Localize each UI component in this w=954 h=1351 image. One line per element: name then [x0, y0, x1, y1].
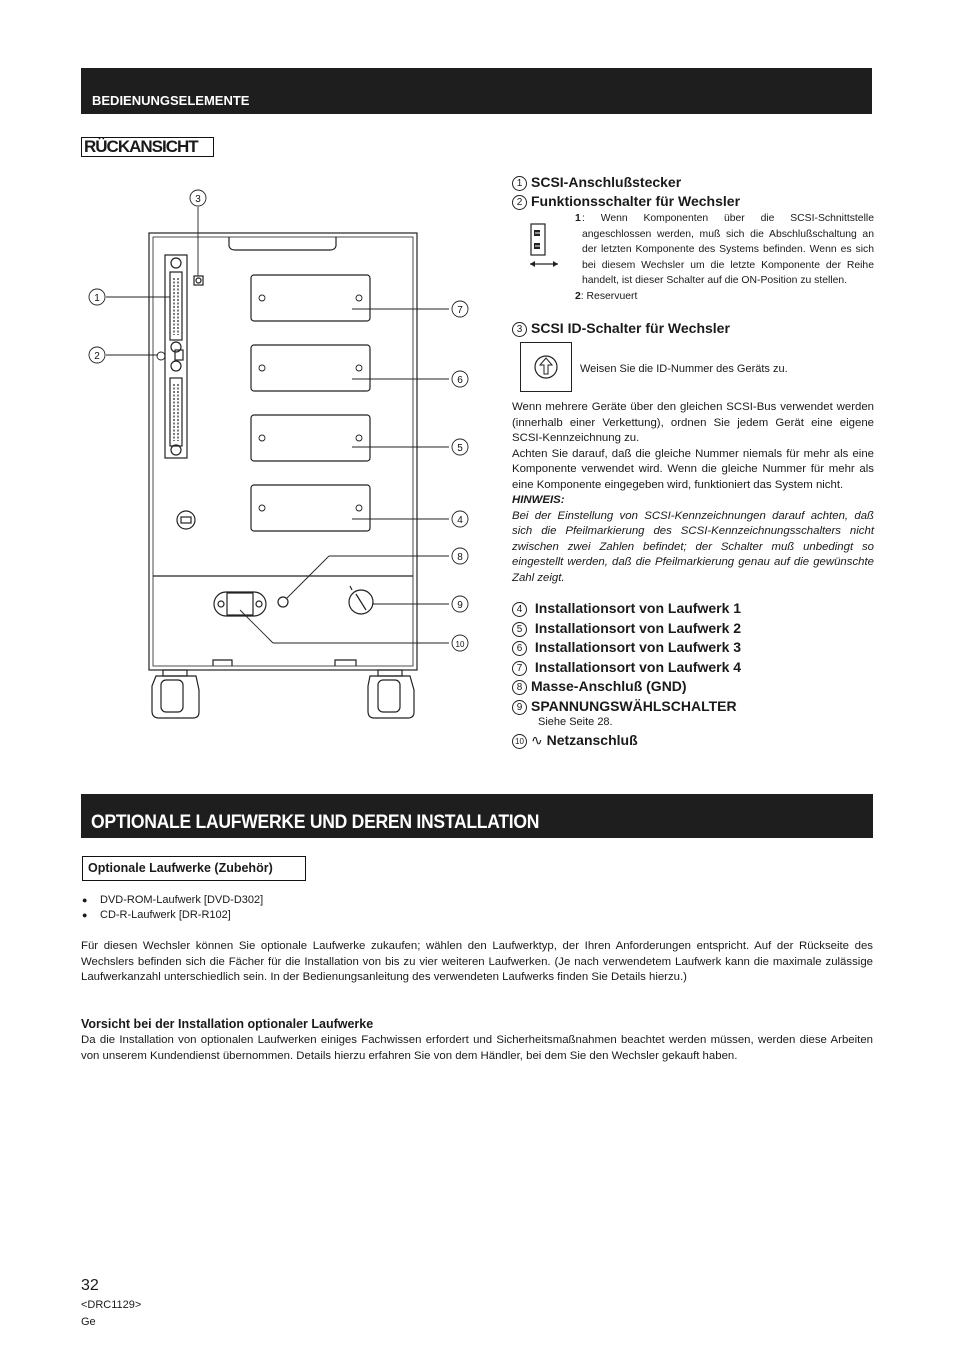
callout-9: 9 [457, 600, 463, 611]
optional-subtitle-box [82, 856, 306, 881]
callout-8: 8 [457, 552, 463, 563]
id-switch-icon [520, 342, 572, 392]
legend-item-5: 5 Installationsort von Laufwerk 2 [512, 619, 874, 639]
callout-2: 2 [94, 351, 100, 362]
legend-item-7: 7 Installationsort von Laufwerk 4 [512, 658, 874, 678]
optional-subtitle: Optionale Laufwerke (Zubehör) [88, 861, 273, 875]
optional-section-title: OPTIONALE LAUFWERKE UND DEREN INSTALLATION [91, 811, 540, 833]
callout-7: 7 [457, 305, 463, 316]
rear-panel-diagram [80, 180, 480, 725]
caution-title: Vorsicht bei der Installation optionaler Laufwerke [81, 1017, 374, 1031]
note-2: 2: Reservuert [575, 290, 638, 302]
legend-item-9: 9 SPANNUNGSWÄHLSCHALTER [512, 697, 874, 717]
caution-text: Da die Installation von optionalen Laufwerken einiges Fachwissen erfordert und Sicherheitsmaßnahmen beachtet werden müssen, werden diese Arbeiten von unserem Kundendienst übernommen. Details hierzu erfahren Sie von dem Händler, bei dem Sie den Wechsler gekauft haben. [81, 1034, 873, 1062]
legend-column [512, 173, 874, 211]
language-code: Ge [81, 1316, 96, 1328]
legend-item-9-sub: Siehe Seite 28. [538, 716, 613, 728]
function-switch-icon [526, 222, 562, 270]
function-switch-notes [575, 211, 874, 304]
note-1: 1 : Wenn Komponenten über die SCSI-Schnittstelle angeschlossen werden, muß sich die Abschlußschaltung an der letzten Komponente des Systems befinden. Wenn es sich bei diesem Wechsler um die letzte Komponente der Reihe handelt, ist dieser Schalter auf die ON-Position zu stellen. [575, 213, 874, 286]
callout-5: 5 [457, 443, 463, 454]
callout-10: 10 [455, 640, 465, 649]
scsi-id-paragraphs [512, 400, 874, 586]
list-item: ● DVD-ROM-Laufwerk [DVD-D302] [82, 893, 263, 908]
legend-items-lower [512, 599, 874, 751]
legend-item-2: 2 Funktionsschalter für Wechsler [512, 192, 874, 211]
callout-1: 1 [94, 293, 100, 304]
optional-section-bar [81, 794, 873, 838]
list-item: ● CD-R-Laufwerk [DR-R102] [82, 908, 263, 923]
callout-3: 3 [195, 194, 201, 205]
section-header-bar [81, 68, 872, 114]
legend-item-6: 6 Installationsort von Laufwerk 3 [512, 638, 874, 658]
rear-view-title-text: RÜCKANSICHT [84, 137, 198, 156]
optional-drive-list [82, 893, 263, 923]
ac-wave-icon: ∿ [531, 732, 543, 748]
doc-code: <DRC1129> [81, 1299, 142, 1311]
callout-6: 6 [457, 375, 463, 386]
legend-item-4: 4 Installationsort von Laufwerk 1 [512, 599, 874, 619]
hint-title: HINWEIS: [512, 494, 565, 506]
legend-item-8: 8 Masse-Anschluß (GND) [512, 677, 874, 697]
section-header-title: BEDIENUNGSELEMENTE [92, 93, 250, 108]
legend-item-3: 3 SCSI ID-Schalter für Wechsler [512, 319, 730, 338]
page-number: 32 [81, 1277, 99, 1294]
hint-text: Bei der Einstellung von SCSI-Kennzeichnungen darauf achten, daß sich die Pfeilmarkierung des SCSI-Kennzeichnungsschalters nicht zwischen zwei Zahlen befindet; der Schalter muß unbedingt so eingestellt werden, daß die Pfeilmarkierung genau auf die gewünschte Zahl zeigt. [512, 509, 874, 584]
legend-item-1: 1 SCSI-Anschlußstecker [512, 173, 874, 192]
scsi-para-2: Achten Sie darauf, daß die gleiche Nummer niemals für mehr als eine Komponente verwendet wird. Wenn die gleiche Nummer für mehr als eine Komponente eingegeben wird, funktioniert das System nicht. [512, 447, 874, 491]
rear-view-title [81, 137, 214, 157]
callout-4: 4 [457, 515, 463, 526]
scsi-para-1: Wenn mehrere Geräte über den gleichen SCSI-Bus verwendet werden (innerhalb einer Verkettung), ordnen Sie jedem Gerät eine eigene SCSI-Kennzeichnung zu. [512, 401, 874, 444]
legend-item-10: 10 ∿ Netzanschluß [512, 729, 874, 751]
id-switch-caption: Weisen Sie die ID-Nummer des Geräts zu. [580, 363, 788, 375]
optional-paragraph: Für diesen Wechsler können Sie optionale Laufwerke zukaufen; wählen den Laufwerktyp, der Ihren Anforderungen entspricht. Auf der Rückseite des Wechslers befinden sich die Fächer für die Installation von bis zu vier weiteren Laufwerken. (Je nach verwendetem Laufwerk kann die maximale zulässige Laufwerkanzahl unterschiedlich sein. In der Bedienungsanleitung des verwendeten Laufwerks finden Sie Details hierzu.) [81, 940, 873, 983]
